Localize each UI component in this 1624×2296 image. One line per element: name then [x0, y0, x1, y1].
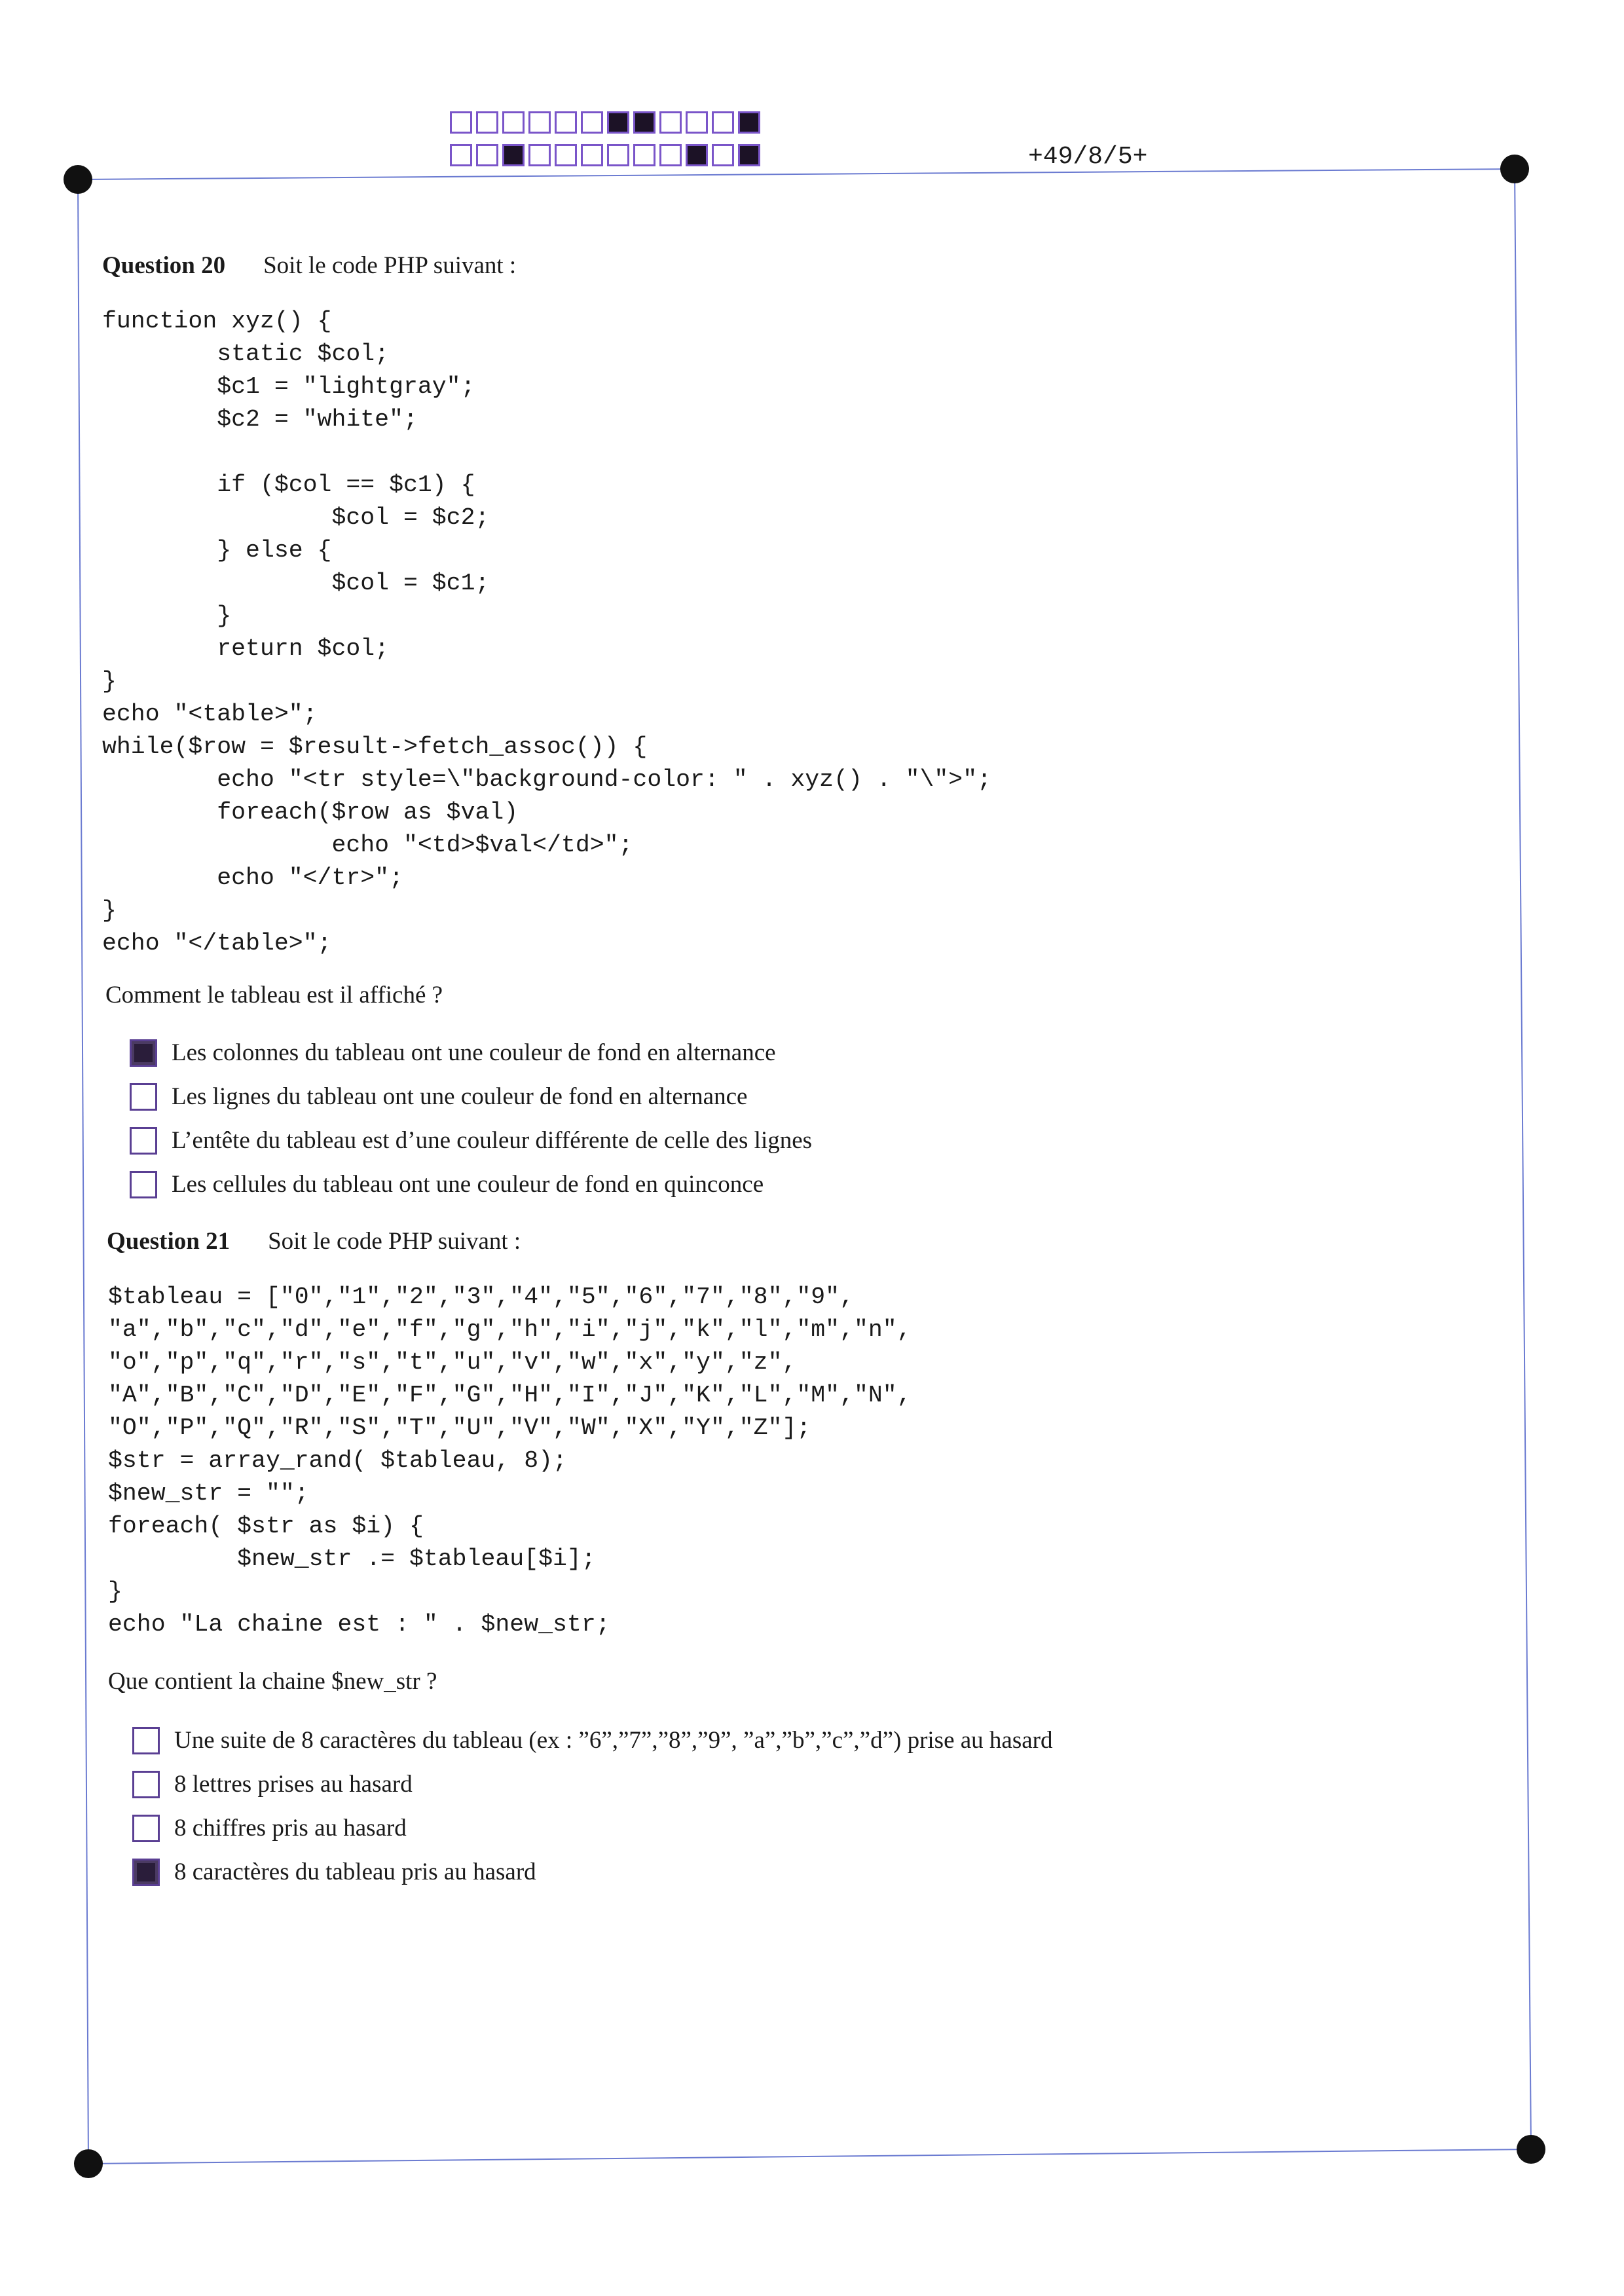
answer-checkbox[interactable]: [132, 1771, 160, 1798]
answer-label: 8 lettres prises au hasard: [174, 1771, 413, 1798]
answer-label: Les colonnes du tableau ont une couleur de fond en alternance: [172, 1039, 776, 1066]
answer-option: [130, 1075, 812, 1119]
answer-checkbox[interactable]: [130, 1083, 157, 1111]
answer-checkbox[interactable]: [132, 1815, 160, 1842]
answer-checkbox[interactable]: [130, 1171, 157, 1198]
answer-option: [132, 1806, 1053, 1850]
answer-option: [130, 1031, 812, 1075]
question-number: Question 20: [102, 252, 226, 279]
question-number: Question 21: [107, 1228, 231, 1255]
question-intro: Soit le code PHP suivant :: [263, 252, 517, 279]
answer-checkbox[interactable]: [130, 1127, 157, 1155]
answer-label: 8 chiffres pris au hasard: [174, 1815, 407, 1842]
question-21-title: [107, 1227, 521, 1255]
answer-checkbox[interactable]: [130, 1039, 157, 1067]
question-20-prompt: Comment le tableau est il affiché ?: [105, 982, 443, 1009]
question-21-options: [132, 1718, 1053, 1894]
answer-checkbox[interactable]: [132, 1727, 160, 1754]
question-20-options: [130, 1031, 812, 1206]
question-21-code-block: $tableau = ["0","1","2","3","4","5","6","7","8","9", "a","b","c","d","e","f","g","h","i","j","k","l","m","n", "o","p","q","r","s","t","u","v","w","x","y","z", "A","B","C","D","E","F","G","H","I","J","K","L","M","N", "O","P","Q","R","S","T","U","V","W","X","Y","Z"]; $str = array_rand( $tableau, 8); $new_str = ""; foreach( $str as $i) { $new_str .= $tableau[$i]; } echo "La chaine est : " . $new_str;: [108, 1284, 912, 1638]
answer-option: [132, 1762, 1053, 1806]
page-id: +49/8/5+: [1028, 143, 1148, 171]
answer-option: [130, 1162, 812, 1206]
answer-label: Une suite de 8 caractères du tableau (ex : ”6”,”7”,”8”,”9”, ”a”,”b”,”c”,”d”) prise au hasard: [174, 1727, 1053, 1754]
question-intro: Soit le code PHP suivant :: [268, 1228, 521, 1255]
question-20-code-block: function xyz() { static $col; $c1 = "lightgray"; $c2 = "white"; if ($col == $c1) { $col = $c2; } else { $col = $c1; } return $col; } echo "<table>"; while($row = $result->fetch_assoc()) { echo "<tr style=\"background-color: " . xyz() . "\">"; foreach($row as $val) echo "<td>$val</td>"; echo "</tr>"; } echo "</table>";: [102, 308, 992, 957]
answer-label: Les lignes du tableau ont une couleur de fond en alternance: [172, 1083, 748, 1110]
question-20-title: [102, 251, 516, 280]
answer-label: 8 caractères du tableau pris au hasard: [174, 1859, 536, 1885]
question-21-prompt: Que contient la chaine $new_str ?: [108, 1668, 437, 1695]
answer-label: Les cellules du tableau ont une couleur de fond en quinconce: [172, 1171, 764, 1198]
answer-checkbox[interactable]: [132, 1859, 160, 1886]
answer-option: [132, 1850, 1053, 1894]
answer-label: L’entête du tableau est d’une couleur différente de celle des lignes: [172, 1127, 813, 1154]
answer-option: [132, 1718, 1053, 1762]
answer-option: [130, 1119, 812, 1162]
